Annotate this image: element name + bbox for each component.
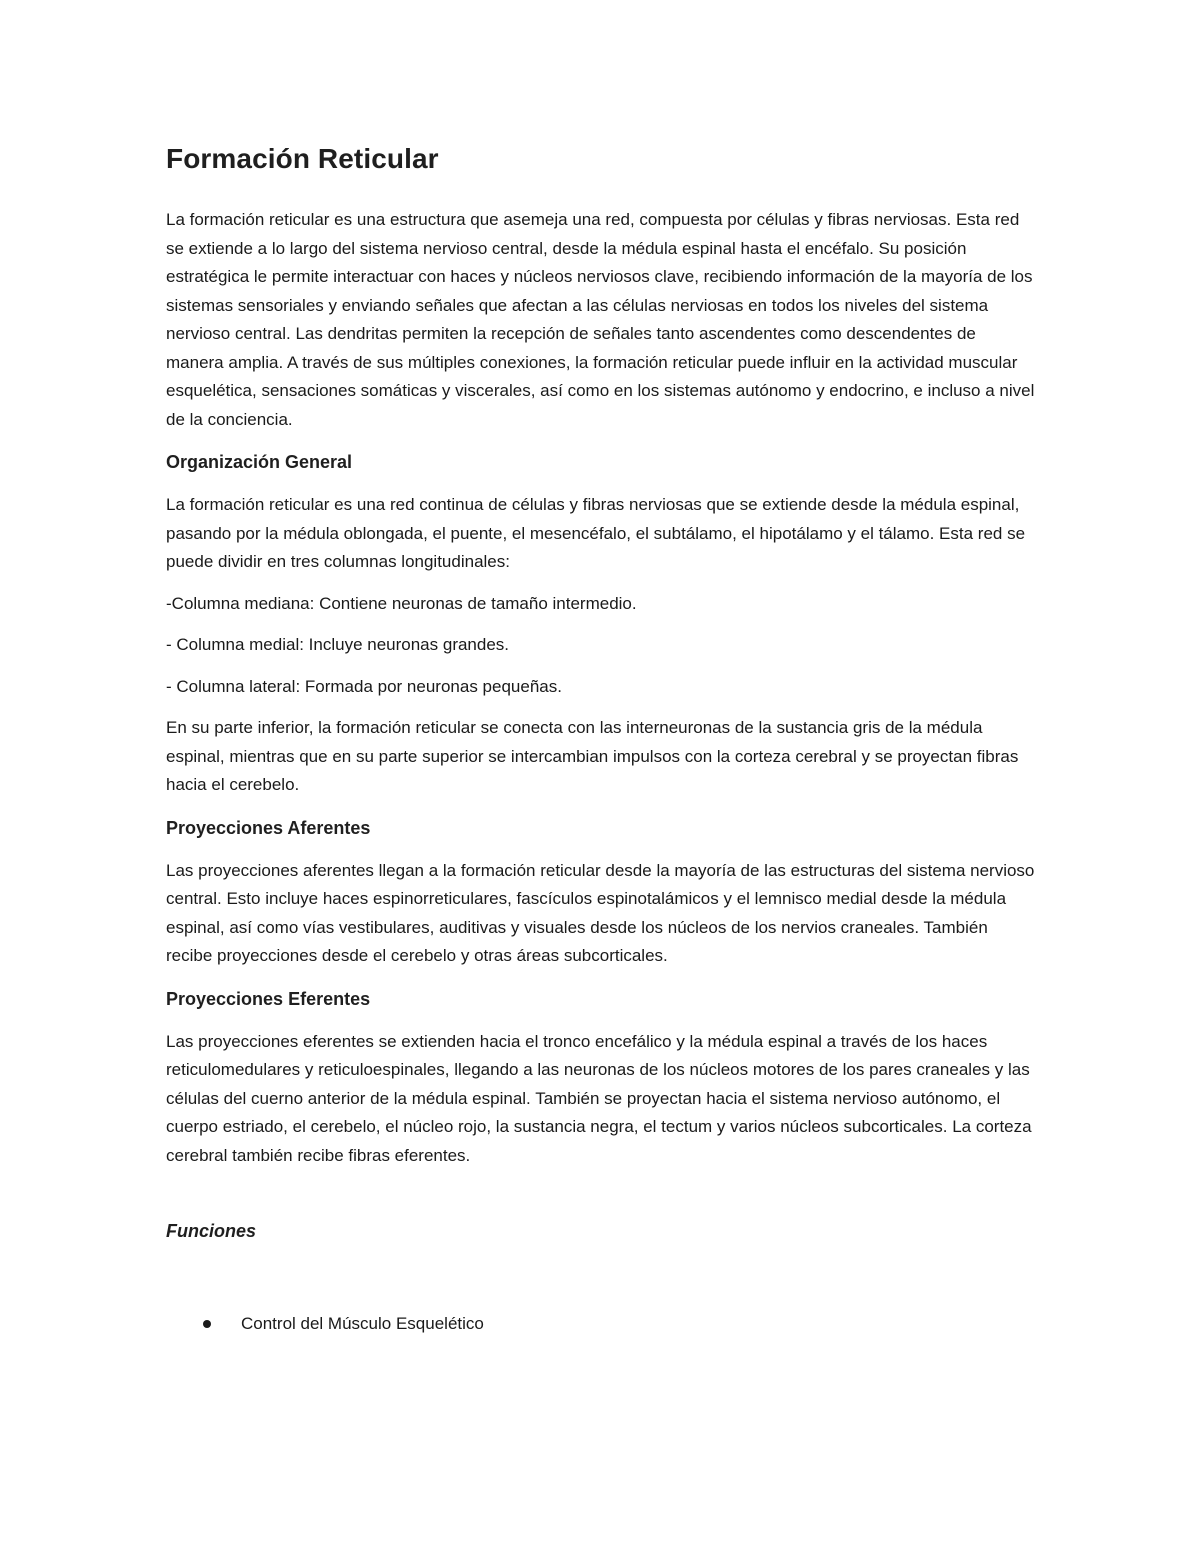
columna-lateral-line: - Columna lateral: Formada por neuronas pequeñas. bbox=[166, 676, 562, 696]
conexiones-paragraph: En su parte inferior, la formación reticular se conecta con las interneuronas de la sustancia gris de la médula espinal, mientras que en su parte superior se intercambian impulsos con la corteza cerebral y se proyectan fibras hacia el cerebelo. bbox=[166, 718, 1019, 794]
heading-proyecciones-eferentes: Proyecciones Eferentes bbox=[166, 988, 371, 1009]
document-body bbox=[166, 140, 1036, 1338]
columna-mediana-line: -Columna mediana: Contiene neuronas de tamaño intermedio. bbox=[166, 593, 637, 613]
funciones-list bbox=[166, 1310, 1036, 1338]
list-item bbox=[166, 1310, 1036, 1338]
heading-proyecciones-aferentes: Proyecciones Aferentes bbox=[166, 817, 371, 838]
list-item-label: Control del Músculo Esquelético bbox=[241, 1314, 484, 1333]
columna-medial-line: - Columna medial: Incluye neuronas grandes. bbox=[166, 635, 510, 654]
eferentes-paragraph: Las proyecciones eferentes se extienden hacia el tronco encefálico y la médula espinal a través de los haces reticulomedulares y reticuloespinales, llegando a las neuronas de los núcleos motores de los pares craneales y las células del cuerno anterior de la médula espinal. También se proyectan hacia el sistema nervioso autónomo, el cuerpo estriado, el cerebelo, el núcleo rojo, la sustancia negra, el tectum y varios núcleos subcorticales. La corteza cerebral también recibe fibras eferentes. bbox=[166, 1031, 1032, 1165]
bullet-icon bbox=[203, 1320, 211, 1328]
aferentes-paragraph: Las proyecciones aferentes llegan a la formación reticular desde la mayoría de las estructuras del sistema nervioso central. Esto incluye haces espinorreticulares, fascículos espinotalámicos y el lemnisco medial desde la médula espinal, así como vías vestibulares, auditivas y visuales desde los núcleos de los nervios craneales. También recibe proyecciones desde el cerebelo y otras áreas subcorticales. bbox=[166, 860, 1035, 965]
document-title: Formación Reticular bbox=[166, 143, 439, 174]
organizacion-paragraph: La formación reticular es una red continua de células y fibras nerviosas que se extiende desde la médula espinal, pasando por la médula oblongada, el puente, el mesencéfalo, el subtálamo, el hipotálamo y el tálamo. Esta red se puede dividir en tres columnas longitudinales: bbox=[166, 495, 1026, 571]
heading-funciones: Funciones bbox=[166, 1221, 257, 1241]
heading-organizacion-general: Organización General bbox=[166, 452, 353, 472]
intro-paragraph: La formación reticular es una estructura que asemeja una red, compuesta por células y fibras nerviosas. Esta red se extiende a lo largo del sistema nervioso central, desde la médula espinal hasta el encéfalo. Su posición estratégica le permite interactuar con haces y núcleos nerviosos clave, recibiendo información de la mayoría de los sistemas sensoriales y enviando señales que afectan a las células nerviosas en todos los niveles del sistema nervioso central. Las dendritas permiten la recepción de señales tanto ascendentes como descendentes de manera amplia. A través de sus múltiples conexiones, la formación reticular puede influir en la actividad muscular esquelética, sensaciones somáticas y viscerales, así como en los sistemas autónomo y endocrino, e incluso a nivel de la conciencia. bbox=[166, 210, 1035, 429]
